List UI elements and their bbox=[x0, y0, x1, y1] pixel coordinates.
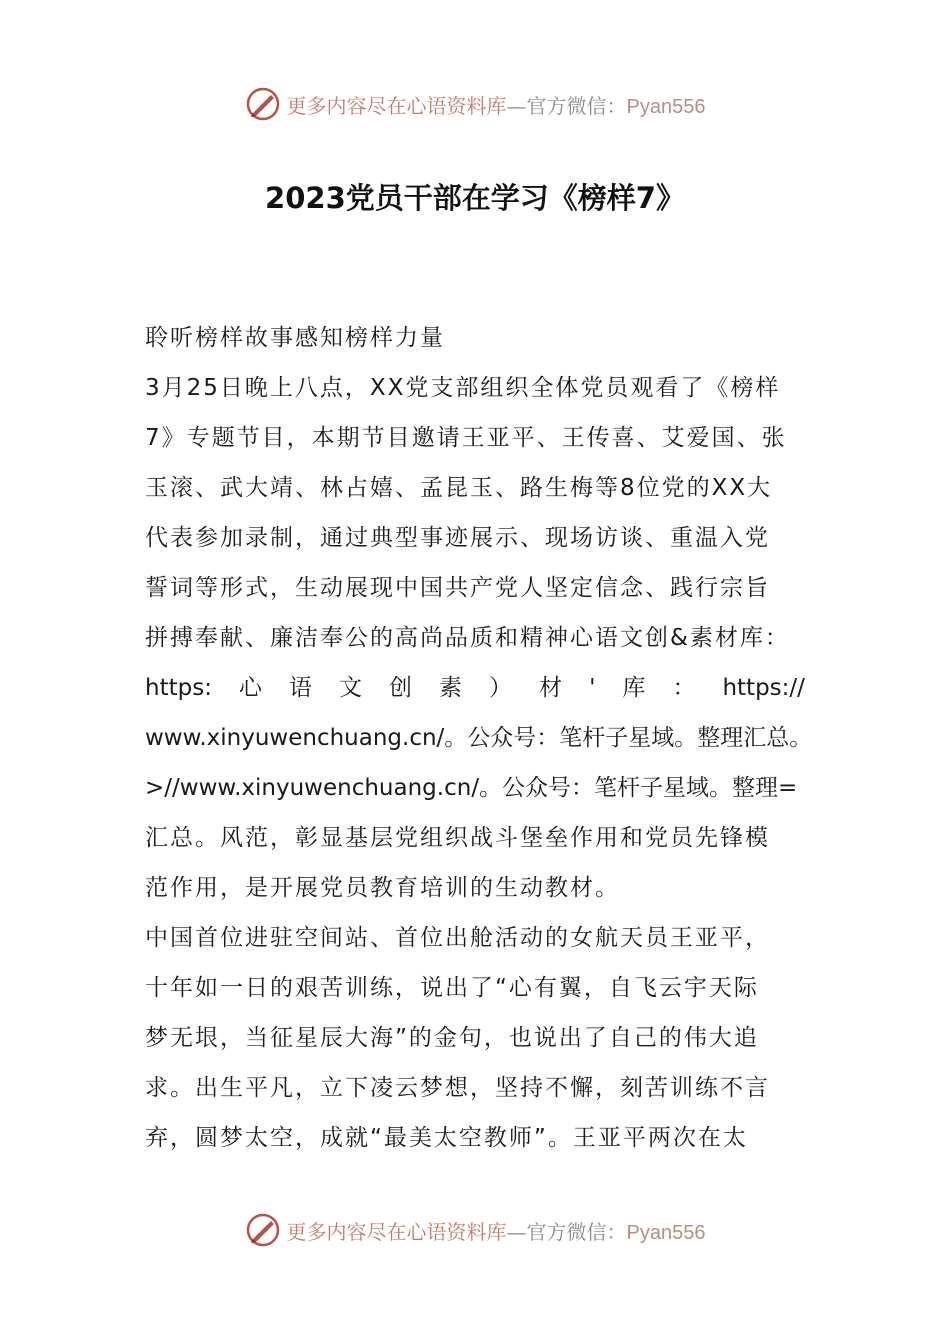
paragraph-line: www.xinyuwenchuang.cn/。公众号：笔杆子星域。整理汇总。 bbox=[145, 725, 813, 751]
watermark-banner-bottom bbox=[0, 1208, 950, 1252]
spread-token: 创 bbox=[389, 675, 413, 701]
spread-token: 语 bbox=[288, 675, 312, 701]
paragraph-line: 代表参加录制，通过典型事迹展示、现场访谈、重温入党 bbox=[145, 525, 770, 551]
spread-token: ） bbox=[489, 675, 513, 701]
paragraph-line: 玉滚、武大靖、林占嬉、孟昆玉、路生梅等8位党的XX大 bbox=[145, 475, 773, 501]
paragraph-line: 范作用，是开展党员教育培训的生动教材。 bbox=[145, 875, 620, 901]
document-body bbox=[145, 313, 813, 1163]
paragraph-line: 7》专题节目，本期节目邀请王亚平、王传喜、艾爱国、张 bbox=[145, 425, 787, 451]
spread-token: 材 bbox=[539, 675, 563, 701]
paragraph-line: 求。出生平凡，立下凌云梦想，坚持不懈，刻苦训练不言 bbox=[145, 1075, 770, 1101]
paragraph-line: 汇总。风范，彰显基层党组织战斗堡垒作用和党员先锋模 bbox=[145, 825, 770, 851]
watermark-text: 更多内容尽在心语资料库—官方微信：Pyan556 bbox=[286, 93, 706, 118]
paragraph-line: 誓词等形式，生动展现中国共产党人坚定信念、践行宗旨 bbox=[145, 575, 770, 601]
spread-token: ' bbox=[589, 675, 596, 701]
pen-logo-icon bbox=[245, 1212, 281, 1248]
paragraph-line: 拼搏奉献、廉洁奉公的高尚品质和精神心语文创&素材库： bbox=[145, 625, 790, 651]
paragraph-line: 中国首位进驻空间站、首位出舱活动的女航天员王亚平， bbox=[145, 925, 770, 951]
paragraph-line: 十年如一日的艰苦训练，说出了“心有翼，自飞云宇天际 bbox=[145, 975, 759, 1001]
spread-token: https: bbox=[145, 675, 212, 701]
paragraph-line: >//www.xinyuwenchuang.cn/。公众号：笔杆子星域。整理= bbox=[145, 775, 798, 801]
document-title: 2023党员干部在学习《榜样7》 bbox=[265, 181, 685, 215]
pen-logo-icon bbox=[245, 86, 281, 122]
section-heading: 聆听榜样故事感知榜样力量 bbox=[145, 325, 445, 351]
spread-token: https:// bbox=[722, 675, 805, 701]
paragraph-line: 梦无垠，当征星辰大海”的金句，也说出了自己的伟大追 bbox=[145, 1025, 759, 1051]
spread-token: 文 bbox=[339, 675, 362, 701]
paragraph-line-spread bbox=[145, 663, 805, 713]
spread-token: 素 bbox=[439, 675, 463, 701]
spread-token: 心 bbox=[238, 675, 262, 701]
spread-token: 库 bbox=[622, 675, 646, 701]
watermark-banner-top bbox=[0, 82, 950, 126]
paragraph-line: 3月25日晚上八点，XX党支部组织全体党员观看了《榜样 bbox=[145, 375, 781, 401]
watermark-text: 更多内容尽在心语资料库—官方微信：Pyan556 bbox=[286, 1219, 706, 1244]
paragraph-line: 弃，圆梦太空，成就“最美太空教师”。王亚平两次在太 bbox=[145, 1125, 748, 1151]
spread-token: ： bbox=[672, 675, 696, 701]
